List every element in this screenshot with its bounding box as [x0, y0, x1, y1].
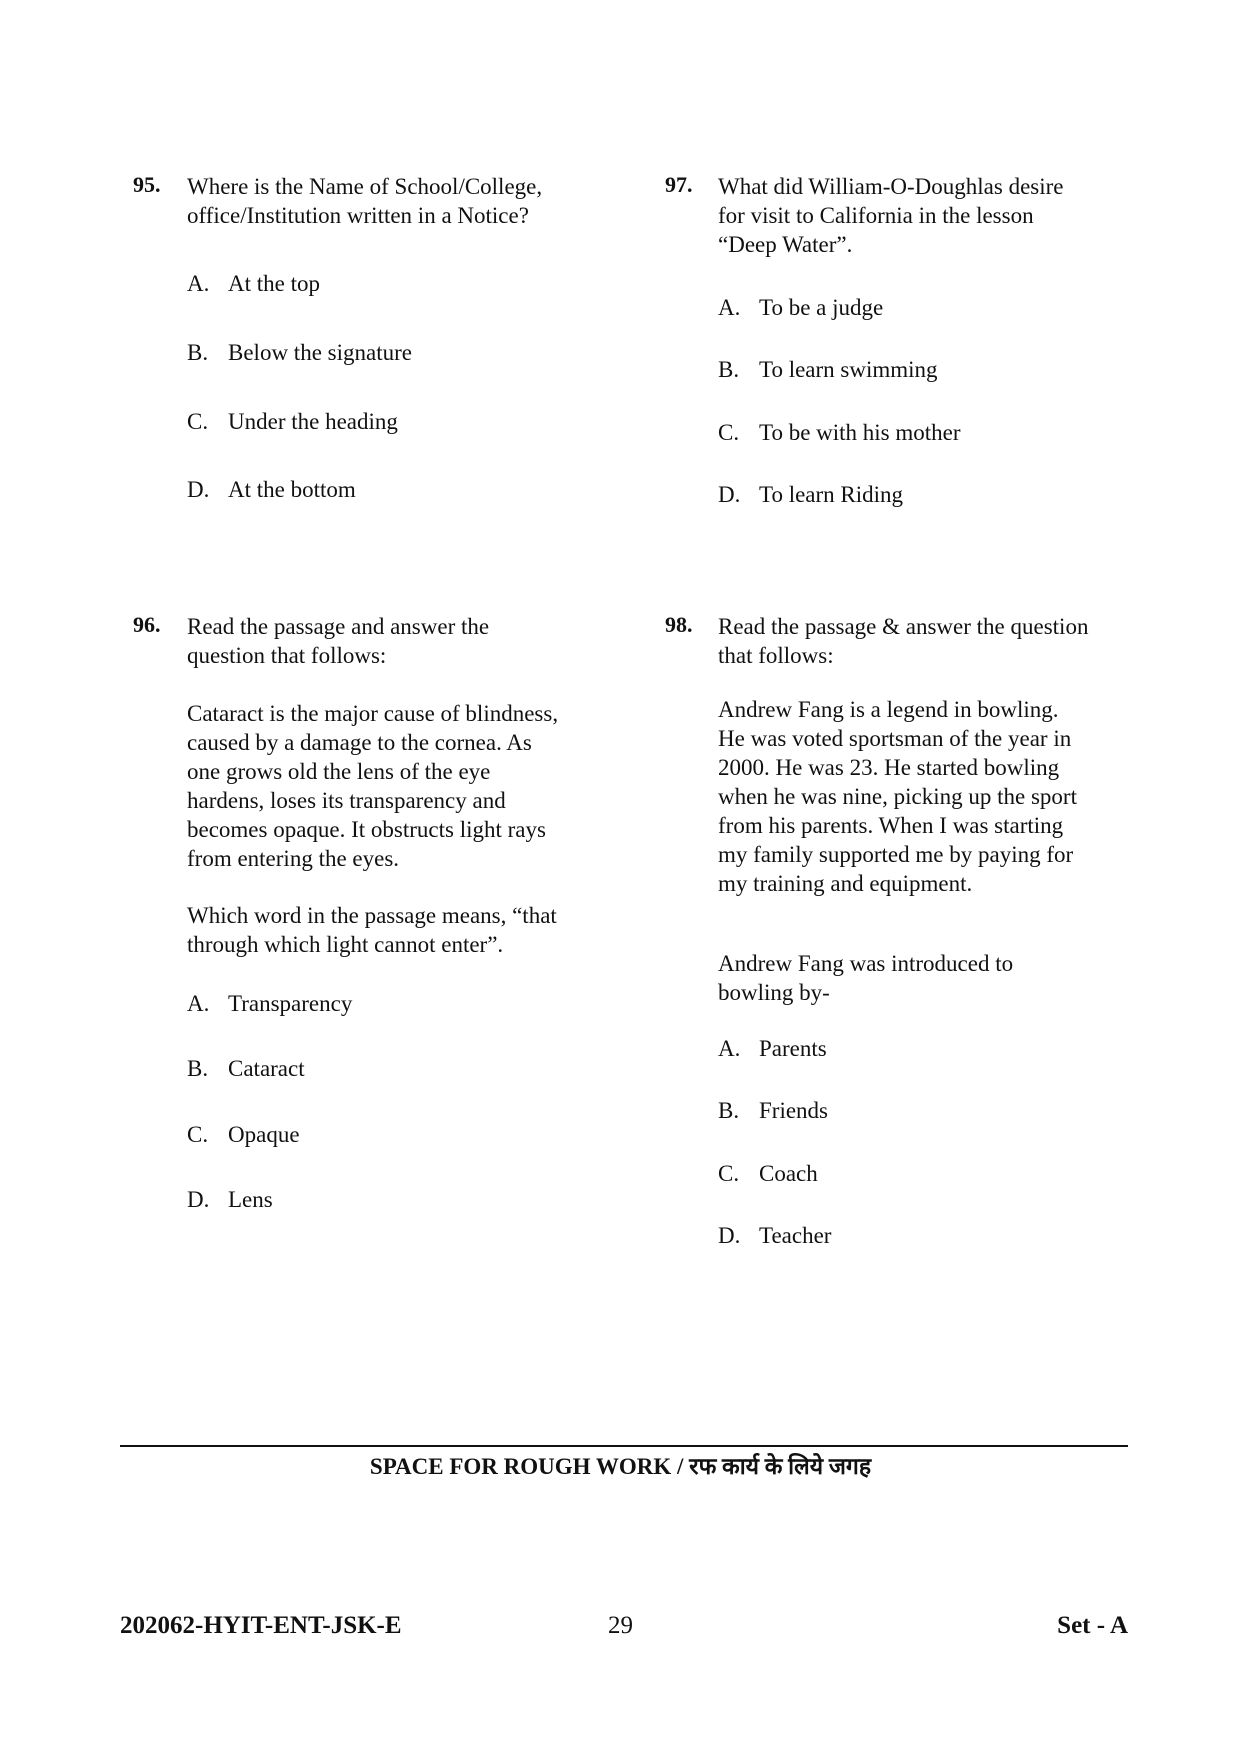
question-prompt: Which word in the passage means, “that through which light cannot enter”.	[187, 903, 557, 957]
option-c	[718, 1159, 818, 1188]
option-letter: B.	[718, 1098, 740, 1123]
question-number: 95.	[133, 172, 161, 197]
option-d	[187, 475, 356, 504]
option-letter: D.	[187, 477, 210, 502]
option-letter: C.	[718, 1161, 740, 1186]
option-a	[187, 269, 320, 298]
option-letter: D.	[718, 482, 741, 507]
option-letter: C.	[187, 1122, 209, 1147]
option-a	[718, 293, 883, 322]
option-text: Coach	[759, 1161, 818, 1186]
option-letter: A.	[718, 1036, 741, 1061]
option-b	[718, 1096, 828, 1125]
option-text: To be with his mother	[759, 420, 961, 445]
question-number: 98.	[665, 612, 693, 637]
option-a	[718, 1034, 827, 1063]
option-text: Lens	[228, 1187, 273, 1212]
option-letter: C.	[718, 420, 740, 445]
option-b	[187, 1054, 305, 1083]
option-text: To be a judge	[759, 295, 884, 320]
option-text: Cataract	[228, 1056, 305, 1081]
question-number: 97.	[665, 172, 693, 197]
paper-code: 202062-HYIT-ENT-JSK-E	[120, 1612, 402, 1639]
question-prompt: Andrew Fang was introduced to bowling by-	[718, 951, 1014, 1005]
option-text: Opaque	[228, 1122, 300, 1147]
passage: Andrew Fang is a legend in bowling. He was voted sportsman of the year in 2000. He was 23. He started bowling when he was nine, picking up the sport from his parents. When I was starting my family supported me by paying for my training and equipment.	[718, 697, 1077, 896]
option-d	[187, 1185, 273, 1214]
option-text: Friends	[759, 1098, 828, 1123]
option-text: To learn swimming	[759, 357, 938, 382]
option-letter: D.	[718, 1223, 741, 1248]
option-a	[187, 989, 352, 1018]
rough-work-divider	[120, 1445, 1128, 1447]
option-letter: C.	[187, 409, 209, 434]
option-text: At the top	[228, 271, 320, 296]
question-number: 96.	[133, 612, 161, 637]
option-c	[718, 418, 961, 447]
option-text: Under the heading	[228, 409, 398, 434]
option-letter: A.	[187, 271, 210, 296]
option-c	[187, 1120, 300, 1149]
option-d	[718, 1221, 831, 1250]
question-stem: What did William-O-Doughlas desire for visit to California in the lesson “Deep Water”.	[718, 174, 1064, 257]
option-text: To learn Riding	[759, 482, 904, 507]
option-b	[187, 338, 412, 367]
option-b	[718, 355, 938, 384]
option-text: Parents	[759, 1036, 827, 1061]
option-letter: A.	[718, 295, 741, 320]
option-text: At the bottom	[228, 477, 356, 502]
option-letter: B.	[187, 340, 209, 365]
option-letter: B.	[718, 357, 740, 382]
option-text: Teacher	[759, 1223, 832, 1248]
set-label: Set - A	[1057, 1612, 1128, 1639]
question-stem: Read the passage and answer the question that follows:	[187, 614, 490, 668]
question-stem: Read the passage & answer the question that follows:	[718, 614, 1089, 668]
option-d	[718, 480, 903, 509]
option-c	[187, 407, 398, 436]
passage: Cataract is the major cause of blindness, caused by a damage to the cornea. As one grows old the lens of the eye hardens, loses its transparency and becomes opaque. It obstructs light rays from entering the eyes.	[187, 701, 559, 871]
option-text: Transparency	[228, 991, 353, 1016]
option-letter: A.	[187, 991, 210, 1016]
rough-work-heading: SPACE FOR ROUGH WORK / रफ कार्य के लिये जगह	[369, 1454, 872, 1479]
option-letter: D.	[187, 1187, 210, 1212]
option-letter: B.	[187, 1056, 209, 1081]
option-text: Below the signature	[228, 340, 412, 365]
page-number: 29	[608, 1612, 633, 1639]
question-stem: Where is the Name of School/College, office/Institution written in a Notice?	[187, 174, 543, 228]
